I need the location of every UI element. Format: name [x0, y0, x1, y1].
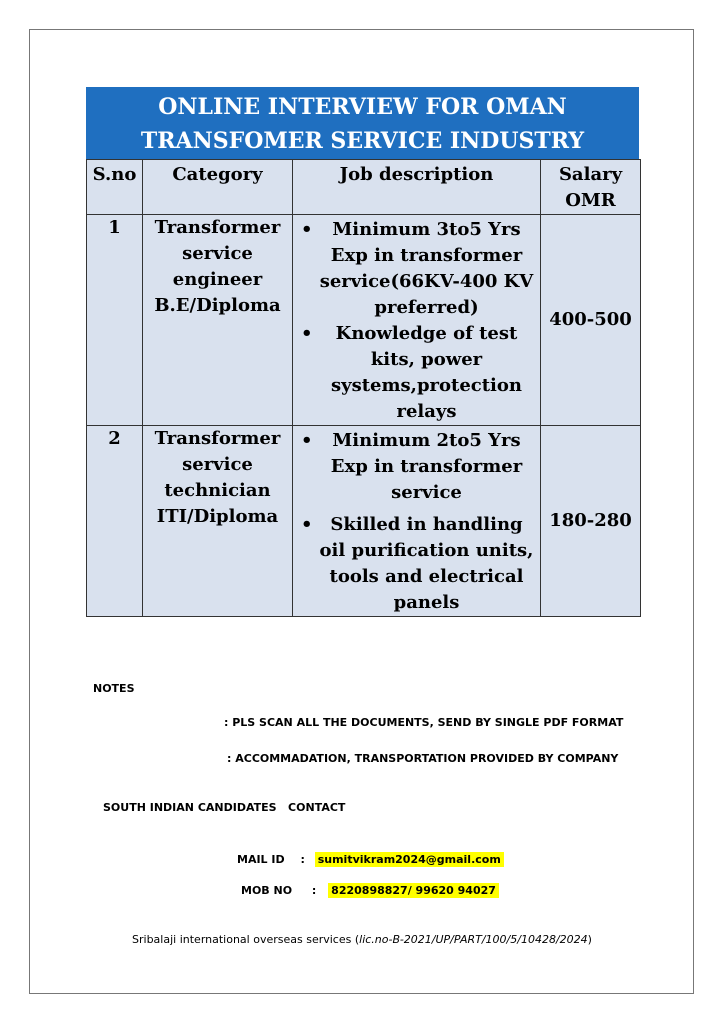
category-line: Transformer	[154, 428, 281, 449]
bullet-item: • Minimum 2to5 Yrs Exp in transformer service	[299, 428, 536, 506]
category-line: ITI/Diploma	[156, 506, 279, 527]
category-line: B.E/Diploma	[154, 295, 281, 316]
mob-row	[241, 884, 499, 897]
mail-label: MAIL ID	[237, 853, 285, 866]
job-table	[86, 159, 641, 617]
header-category: Category	[143, 160, 293, 215]
title-line-1: ONLINE INTERVIEW FOR OMAN	[158, 94, 567, 120]
cell-salary: 180-280	[541, 426, 641, 617]
mail-row	[237, 853, 504, 866]
title-banner	[86, 87, 639, 159]
bullet-item: • Skilled in handling oil purification units, tools and electrical panels	[299, 512, 536, 616]
table-header-row	[87, 160, 641, 215]
mob-label: MOB NO	[241, 884, 293, 897]
notes-heading: NOTES	[93, 682, 135, 695]
category-line: Transformer	[154, 217, 281, 238]
note-line-1: : PLS SCAN ALL THE DOCUMENTS, SEND BY SINGLE PDF FORMAT	[224, 716, 624, 729]
footer-close: )	[587, 933, 592, 946]
mail-separator: :	[300, 853, 305, 866]
header-job-description: Job description	[293, 160, 541, 215]
table-row	[87, 426, 641, 617]
category-line: service	[182, 454, 253, 475]
cell-job-description	[293, 426, 541, 617]
cell-sno: 1	[87, 215, 143, 426]
table-row	[87, 215, 641, 426]
cell-job-description	[293, 215, 541, 426]
header-sno: S.no	[87, 160, 143, 215]
cell-category	[143, 426, 293, 617]
mail-value[interactable]: sumitvikram2024@gmail.com	[315, 852, 504, 867]
cell-sno: 2	[87, 426, 143, 617]
category-line: service	[182, 243, 253, 264]
cell-salary: 400-500	[541, 215, 641, 426]
bullet-item: • Minimum 3to5 Yrs Exp in transformer service(66KV-400 KV preferred)	[299, 217, 536, 321]
mob-separator: :	[311, 884, 317, 897]
footer-company: Sribalaji international overseas services (	[132, 933, 360, 946]
footer-license: lic.no-B-2021/UP/PART/100/5/10428/2024	[359, 933, 588, 946]
category-line: engineer	[172, 269, 263, 290]
header-salary-line2: OMR	[565, 190, 616, 211]
note-line-2: : ACCOMMADATION, TRANSPORTATION PROVIDED BY COMPANY	[227, 752, 619, 765]
title-line-2: TRANSFOMER SERVICE INDUSTRY	[140, 128, 585, 154]
header-salary	[541, 160, 641, 215]
bullet-item: • Knowledge of test kits, power systems,protection relays	[299, 321, 536, 425]
mob-value[interactable]: 8220898827/ 99620 94027	[328, 883, 499, 898]
category-line: technician	[164, 480, 271, 501]
cell-category	[143, 215, 293, 426]
footer-line	[0, 933, 724, 946]
bullet-list	[293, 426, 540, 616]
header-salary-line1: Salary	[558, 164, 623, 185]
bullet-list	[293, 215, 540, 425]
contact-heading: SOUTH INDIAN CANDIDATES CONTACT	[103, 801, 346, 814]
